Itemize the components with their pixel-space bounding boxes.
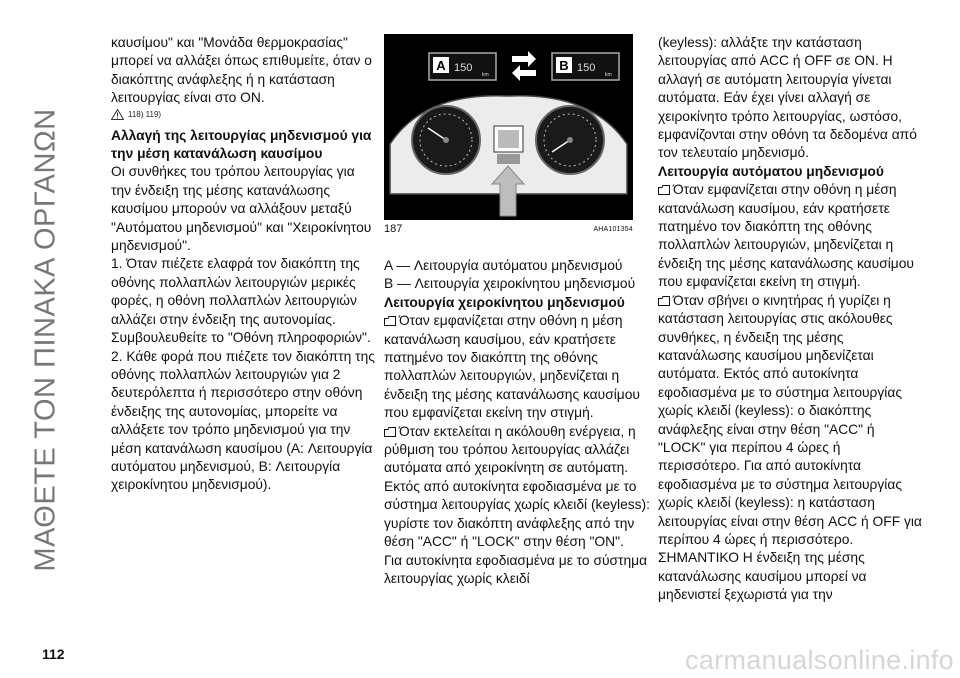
chapter-sidebar xyxy=(0,0,88,678)
note-numbers: 118) 119) xyxy=(128,109,162,119)
paragraph-text: Όταν εμφανίζεται στην οθόνη η μέση κατανάλωση καυσίμου, εάν κρατήσετε πατημένο τον διακόπτη της οθόνης πολλαπλών λειτουργιών, μηδενίζεται η ένδειξη της μέσης κατανάλωσης καυσίμου που εμφανίζεται εκείνη την στιγμή. xyxy=(384,313,640,421)
panel-b-letter: B xyxy=(559,58,569,73)
panel-a-unit: km xyxy=(482,72,489,78)
figure-illustration xyxy=(384,34,633,220)
caption-b: B — Λειτουργία χειροκίνητου μηδενισμού xyxy=(384,276,636,292)
bullet-tab-icon xyxy=(658,185,670,195)
bullet-paragraph xyxy=(384,423,650,552)
paragraph: Οι συνθήκες του τρόπου λειτουργίας για την ένδειξη της μέσης κατανάλωσης καυσίμου μπορούν να αλλάξουν μεταξύ "Αυτόματου μηδενισμού" και "Χειροκίνητου μηδενισμού". xyxy=(111,164,372,254)
section-heading: Λειτουργία αυτόματου μηδενισμού xyxy=(658,163,884,179)
step-2: 2. Κάθε φορά που πιέζετε τον διακόπτη της οθόνης πολλαπλών λειτουργιών για 2 δευτερόλεπτα ή περισσότερο στην οθόνη ένδειξης της αυτονομίας, μπορείτε να αλλάξετε τον τρόπο μηδενισμού για την μέση κατανάλωση καυσίμου (A: Λειτουργία αυτόματου μηδενισμού, B: Λειτουργία χειροκίνητου μηδενισμού). xyxy=(111,348,375,493)
text-column-middle xyxy=(384,257,650,588)
bullet-tab-icon xyxy=(658,296,670,306)
chapter-title: ΜΑΘΕΤΕ ΤΟΝ ΠΙΝΑΚΑ ΟΡΓΑΝΩΝ xyxy=(29,108,62,572)
text-column-left xyxy=(111,34,377,495)
warning-triangle-icon xyxy=(111,109,124,120)
instrument-cluster-figure xyxy=(384,34,633,220)
figure-code: AHA101354 xyxy=(593,225,633,233)
bullet-tab-icon xyxy=(384,427,396,437)
section-heading: Αλλαγή της λειτουργίας μηδενισμού για την μέση κατανάλωση καυσίμου xyxy=(111,127,372,162)
step-1: 1. Όταν πιέζετε ελαφρά τον διακόπτη της οθόνης πολλαπλών λειτουργιών μερικές φορές, η οθόνη πολλαπλών λειτουργιών αλλάζει στην ένδειξη της αυτονομίας. Συμβουλευθείτε το "Οθόνη πληροφοριών". xyxy=(111,256,371,346)
bullet-paragraph xyxy=(384,312,650,422)
caption-a: A — Λειτουργία αυτόματου μηδενισμού xyxy=(384,258,623,273)
text-column-right xyxy=(658,34,924,605)
display-panel-b xyxy=(552,53,619,80)
bullet-tab-icon xyxy=(384,316,396,326)
panel-b-unit: km xyxy=(605,72,612,78)
intro-paragraph: καυσίμου" και "Μονάδα θερμοκρασίας" μπορεί να αλλάξει όπως επιθυμείτε, όταν ο διακόπτης ανάφλεξης ή η κατάσταση λειτουργίας είναι στο ON. xyxy=(111,35,372,106)
display-panel-a xyxy=(429,53,496,80)
panel-b-value: 150 xyxy=(577,62,596,74)
paragraph: ΣΗΜΑΝΤΙΚΟ Η ένδειξη της μέσης κατανάλωσης καυσίμου μπορεί να μηδενιστεί ξεχωριστά για την xyxy=(658,550,867,603)
paragraph: Για αυτοκίνητα εφοδιασμένα με το σύστημα λειτουργίας χωρίς κλειδί xyxy=(384,552,648,586)
watermark: carmanualsonline.info xyxy=(685,645,954,675)
panel-a-letter: A xyxy=(436,58,446,73)
paragraph-text: Όταν σβήνει ο κινητήρας ή γυρίζει η κατάσταση λειτουργίας στις ακόλουθες συνθήκες, η ένδειξη της μέσης κατανάλωσης καυσίμου μηδενίζεται αυτόματα. Εκτός από αυτοκίνητα εφοδιασμένα με το σύστημα λειτουργίας χωρίς κλειδί (keyless): ο διακόπτης ανάφλεξης είναι στην θέση "ACC" ή "LOCK" για περίπου 4 ώρες ή περισσότερο. Για από αυτοκίνητα εφοδιασμένα με το σύστημα λειτουργίας χωρίς κλειδί (keyless): η κατάσταση λειτουργίας είναι στην θέση ACC ή OFF για περίπου 4 ώρες ή περισσότερο. xyxy=(658,292,922,547)
figure-number: 187 xyxy=(384,223,403,235)
figure-caption-bar xyxy=(384,222,633,236)
paragraph-text: Όταν εκτελείται η ακόλουθη ενέργεια, η ρύθμιση του τρόπου λειτουργίας αλλάζει αυτόματα από χειροκίνητη σε αυτόματη. Εκτός από αυτοκίνητα εφοδιασμένα με το σύστημα λειτουργίας χωρίς κλειδί (keyless): γυρίστε τον διακόπτη ανάφλεξης από την θέση "ACC" ή "LOCK" στην θέση "ON". xyxy=(384,423,650,550)
intro-paragraph: (keyless): αλλάξτε την κατάσταση λειτουργίας από ACC ή OFF σε ON. Η αλλαγή σε αυτόματη λειτουργία γίνεται αυτόματα. Εάν έχει γίνει αλλαγή σε χειροκίνητο τρόπο λειτουργίας, ωστόσο, εμφανίζονται στην οθόνη τα δεδομένα από τον τελευταίο μηδενισμό. xyxy=(658,35,917,161)
bullet-paragraph xyxy=(658,292,924,550)
section-heading: Λειτουργία χειροκίνητου μηδενισμού xyxy=(384,294,625,310)
notes-reference xyxy=(111,109,377,121)
bullet-paragraph xyxy=(658,181,924,291)
paragraph-text: Όταν εμφανίζεται στην οθόνη η μέση κατανάλωση καυσίμου, εάν κρατήσετε πατημένο τον διακόπτη της οθόνης πολλαπλών λειτουργιών, μηδενίζεται η ένδειξη της μέσης κατανάλωσης καυσίμου που εμφανίζεται εκείνη τη στιγμή. xyxy=(658,182,914,290)
page-number: 112 xyxy=(42,646,65,662)
panel-a-value: 150 xyxy=(454,62,473,74)
